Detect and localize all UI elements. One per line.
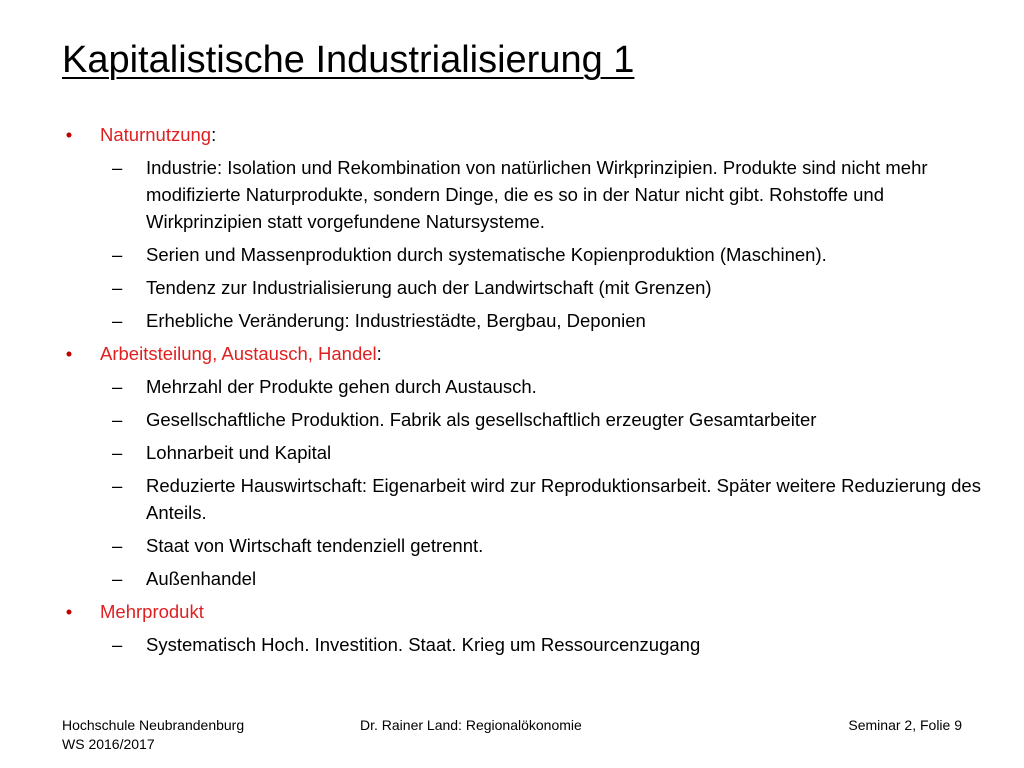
list-item xyxy=(100,307,982,334)
list-item xyxy=(100,274,982,301)
footer-semester: WS 2016/2017 xyxy=(62,736,155,752)
dash-icon: – xyxy=(112,376,123,397)
list-item xyxy=(100,631,982,658)
dash-icon: – xyxy=(112,442,123,463)
list-item-text: Industrie: Isolation und Rekombination von natürlichen Wirkprinzipien. Produkte sind nicht mehr modifizierte Naturprodukte, sondern Dinge, die es so in der Natur nicht gibt. Rohstoffe und Wirkprinzipien statt vorgefundene Natursysteme. xyxy=(146,157,928,232)
dash-icon: – xyxy=(112,475,123,496)
list-item xyxy=(100,154,982,235)
list-item-text: Staat von Wirtschaft tendenziell getrennt. xyxy=(146,535,484,556)
list-item-text: Erhebliche Veränderung: Industriestädte, Bergbau, Deponien xyxy=(146,310,646,331)
slide-content xyxy=(62,121,982,664)
bullet-dot-icon: • xyxy=(65,343,73,364)
bullet-label: Arbeitsteilung, Austausch, Handel xyxy=(100,343,377,364)
bullet-suffix: : xyxy=(211,124,217,145)
list-item xyxy=(100,241,982,268)
list-item xyxy=(100,565,982,592)
list-item-text: Tendenz zur Industrialisierung auch der Landwirtschaft (mit Grenzen) xyxy=(146,277,712,298)
sub-list xyxy=(100,631,982,658)
dash-icon: – xyxy=(112,535,123,556)
bullet-label: Mehrprodukt xyxy=(100,601,204,622)
footer-institution xyxy=(62,716,244,754)
dash-icon: – xyxy=(112,310,123,331)
bullet-dot-icon: • xyxy=(65,124,73,145)
slide-title: Kapitalistische Industrialisierung 1 xyxy=(62,39,635,81)
dash-icon: – xyxy=(112,634,123,655)
list-item xyxy=(100,406,982,433)
list-item-text: Reduzierte Hauswirtschaft: Eigenarbeit wird zur Reproduktionsarbeit. Später weitere Reduzierung des Anteils. xyxy=(146,475,981,523)
list-item-text: Außenhandel xyxy=(146,568,257,589)
bullet-mehrprodukt xyxy=(62,598,982,658)
dash-icon: – xyxy=(112,244,123,265)
footer-institution-name: Hochschule Neubrandenburg xyxy=(62,717,245,733)
bullet-arbeitsteilung xyxy=(62,340,982,592)
dash-icon: – xyxy=(112,409,123,430)
list-item-text: Mehrzahl der Produkte gehen durch Austausch. xyxy=(146,376,537,397)
bullet-suffix: : xyxy=(376,343,382,364)
list-item-text: Serien und Massenproduktion durch systematische Kopienproduktion (Maschinen). xyxy=(146,244,827,265)
list-item-text: Gesellschaftliche Produktion. Fabrik als gesellschaftlich erzeugter Gesamtarbeiter xyxy=(146,409,817,430)
sub-list xyxy=(100,154,982,334)
list-item-text: Systematisch Hoch. Investition. Staat. Krieg um Ressourcenzugang xyxy=(146,634,701,655)
list-item-text: Lohnarbeit und Kapital xyxy=(146,442,332,463)
sub-list xyxy=(100,373,982,592)
list-item xyxy=(100,532,982,559)
list-item xyxy=(100,472,982,526)
bullet-label: Naturnutzung xyxy=(100,124,212,145)
bullet-naturnutzung xyxy=(62,121,982,334)
dash-icon: – xyxy=(112,277,123,298)
bullet-dot-icon: • xyxy=(65,601,73,622)
dash-icon: – xyxy=(112,157,123,178)
list-item xyxy=(100,373,982,400)
list-item xyxy=(100,439,982,466)
footer-slide-number: Seminar 2, Folie 9 xyxy=(848,717,962,733)
footer-author: Dr. Rainer Land: Regionalökonomie xyxy=(360,717,582,733)
dash-icon: – xyxy=(112,568,123,589)
